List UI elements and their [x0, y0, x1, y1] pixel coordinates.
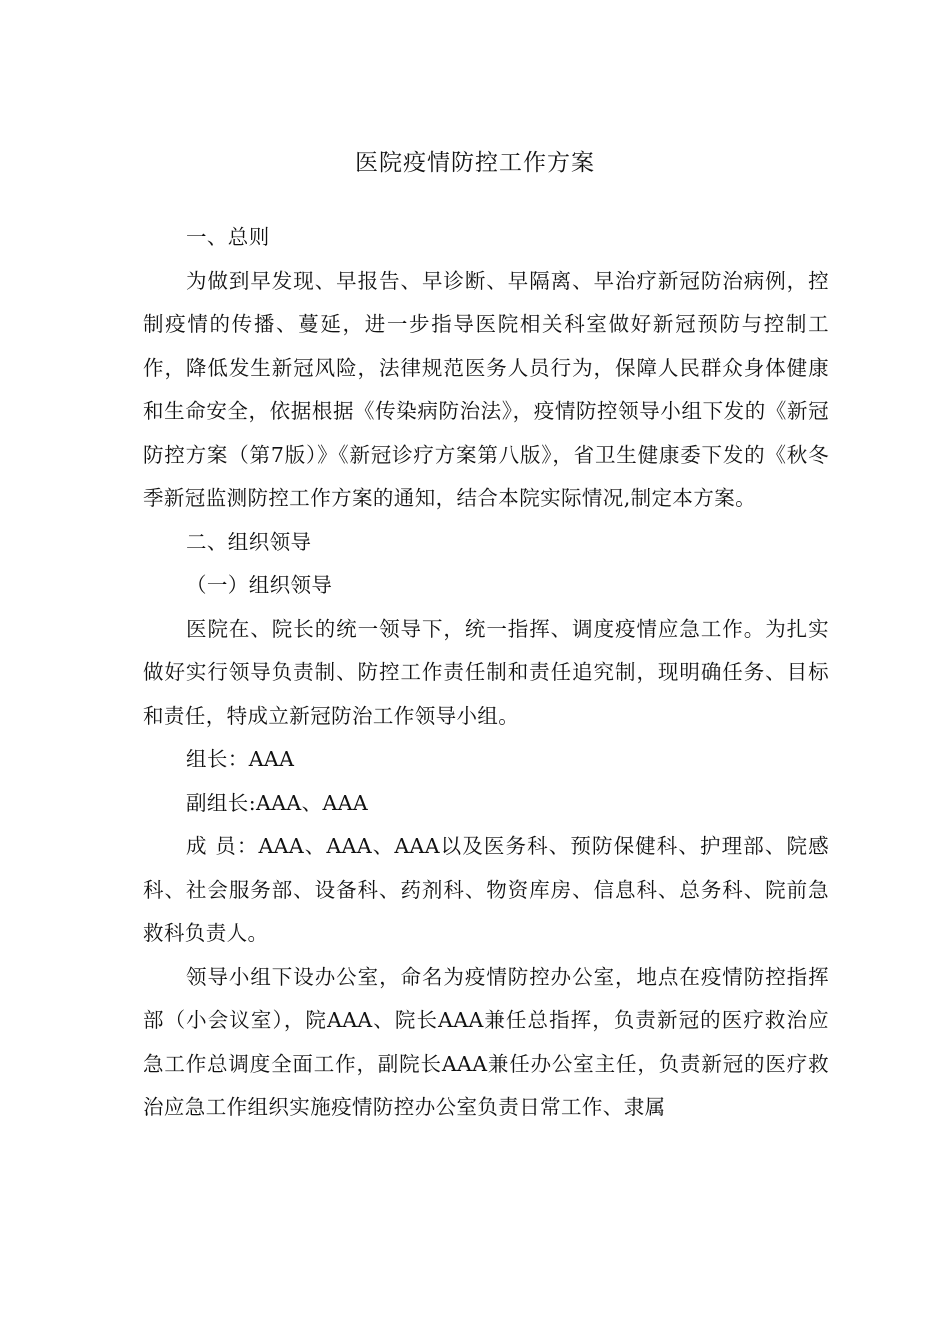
- section-heading-general: 一、总则: [186, 225, 270, 249]
- subsection-heading-organization: （一）组织领导: [186, 573, 333, 597]
- group-leader-line: 组长：AAA: [186, 747, 295, 771]
- office-paragraph: 领导小组下设办公室，命名为疫情防控办公室，地点在疫情防控指挥部（小会议室），院AAA、院长AAA兼任总指挥，负责新冠的医疗救治应急工作总调度全面工作，副院长AAA兼任办公室主任，负责新冠的医疗救治应急工作组织实施疫情防控办公室负责日常工作、隶属: [143, 964, 829, 1119]
- document-body: [143, 216, 829, 1130]
- document-title: 医院疫情防控工作方案: [355, 150, 595, 176]
- members-paragraph: 成 员：AAA、AAA、AAA以及医务科、预防保健科、护理部、院感科、社会服务部、设备科、药剂科、物资库房、信息科、总务科、院前急救科负责人。: [143, 834, 829, 945]
- deputy-leader-line: 副组长:AAA、AAA: [186, 790, 369, 815]
- section-heading-organization: 二、组织领导: [186, 529, 312, 554]
- paragraph-general-purpose: 为做到早发现、早报告、早诊断、早隔离、早治疗新冠防治病例，控制疫情的传播、蔓延，进一步指导医院相关科室做好新冠预防与控制工作，降低发生新冠风险，法律规范医务人员行为，保障人民群众身体健康和生命安全，依据根据《传染病防治法》，疫情防控领导小组下发的《新冠防控方案（第7版）》《新冠诊疗方案第八版》，省卫生健康委下发的《秋冬季新冠监测防控工作方案的通知，结合本院实际情况,制定本方案。: [143, 268, 829, 510]
- paragraph-leadership: 医院在、院长的统一领导下，统一指挥、调度疫情应急工作。为扎实做好实行领导负责制、防控工作责任制和责任追究制，现明确任务、目标和责任，特成立新冠防治工作领导小组。: [143, 616, 829, 728]
